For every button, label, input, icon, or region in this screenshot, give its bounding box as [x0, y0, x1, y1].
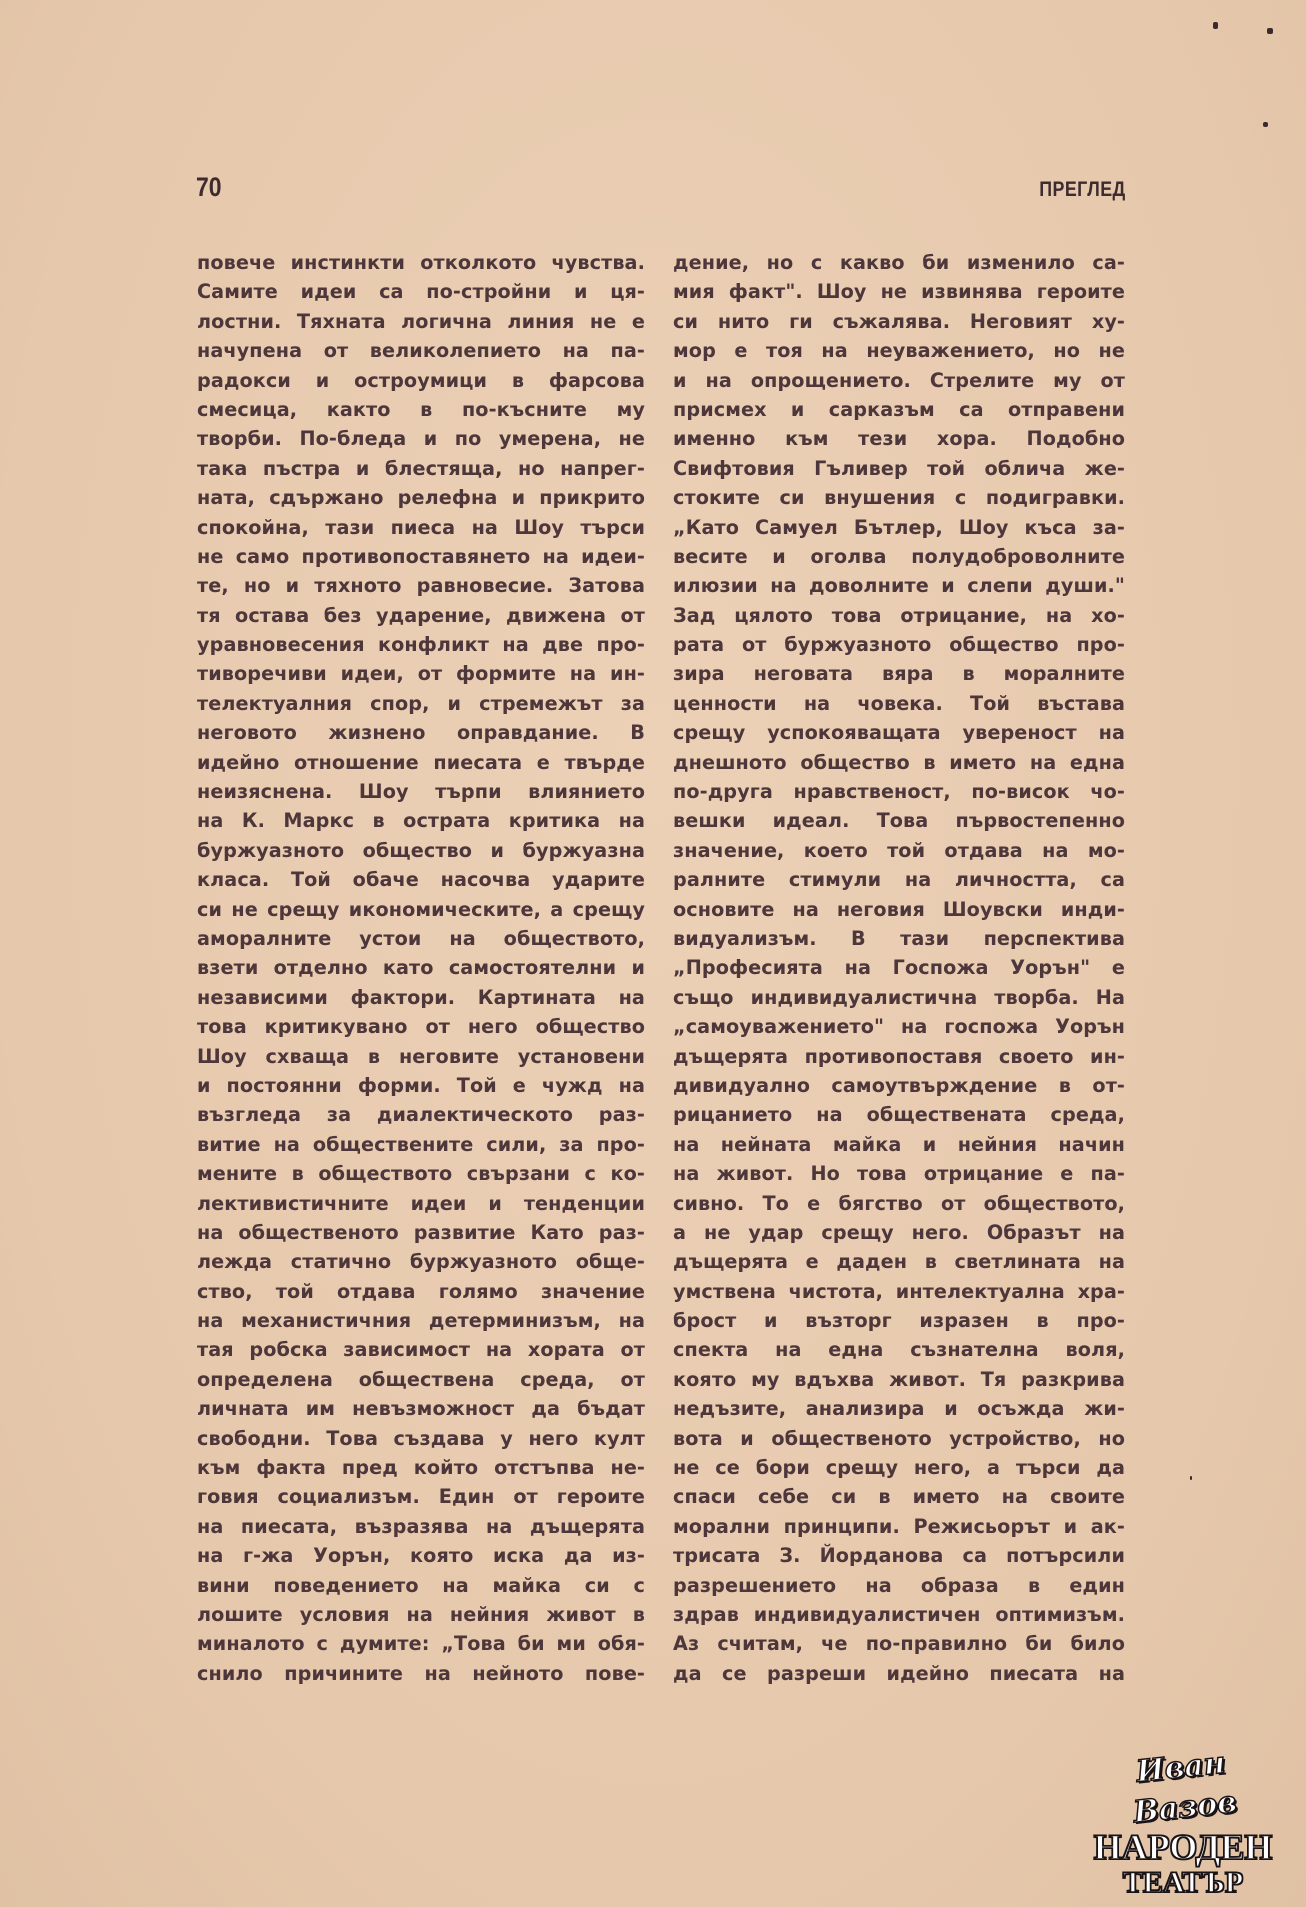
text-line: весите и оголва полудоброволните — [673, 544, 1125, 568]
text-line: към факта пред който отстъпва не- — [197, 1456, 645, 1480]
text-line: лежда статично буржуазното обще- — [197, 1250, 645, 1274]
text-line: стоките си внушения с подигравки. — [673, 486, 1125, 510]
text-line: лостни. Тяхната логична линия не е — [197, 309, 645, 333]
text-line: те, но и тяхното равновесие. Затова — [197, 574, 645, 598]
text-line: миналото с думите: „Това би ми обя- — [197, 1632, 645, 1656]
text-line: „Като Самуел Бътлер, Шоу къса за- — [673, 515, 1125, 539]
text-line: класа. Той обаче насочва ударите — [197, 868, 645, 892]
text-line: така пъстра и блестяща, но напрег- — [197, 456, 645, 480]
text-line: ценности на човека. Той въстава — [673, 691, 1125, 715]
text-line: тая робска зависимост на хората от — [197, 1338, 645, 1362]
logo-line-1: НАРОДЕН — [1093, 1827, 1273, 1867]
text-line: дивидуално самоутвърждение в от- — [673, 1073, 1125, 1097]
national-theatre-logo — [1088, 1745, 1278, 1899]
text-line: дъщерята противопоставя своето ин- — [673, 1044, 1125, 1068]
text-line: на пиесата, възразява на дъщерята — [197, 1514, 645, 1538]
text-line: Свифтовия Гъливер той облича же- — [673, 456, 1125, 480]
text-line: вини поведението на майка си с — [197, 1573, 645, 1597]
text-line: ство, той отдава голямо значение — [197, 1279, 645, 1303]
text-line: мор е тоя на неуважението, но не — [673, 339, 1125, 363]
text-line: Аз считам, че по-правилно би било — [673, 1632, 1125, 1656]
text-line: умствена чистота, интелектуална хра- — [673, 1279, 1125, 1303]
text-line: говия социализъм. Един от героите — [197, 1485, 645, 1509]
text-line: основите на неговия Шоувски инди- — [673, 897, 1125, 921]
running-title: ПРЕГЛЕД — [1039, 178, 1126, 201]
text-line: свободни. Това създава у него култ — [197, 1426, 645, 1450]
right-column — [673, 248, 1125, 1688]
text-line: радокси и остроумици в фарсова — [197, 368, 645, 392]
text-line: си нито ги съжалява. Неговият ху- — [673, 309, 1125, 333]
text-line: снило причините на нейното пове- — [197, 1661, 645, 1685]
text-line: мия факт". Шоу не извинява героите — [673, 280, 1125, 304]
text-line: и постоянни форми. Той е чужд на — [197, 1073, 645, 1097]
text-line: вота и общественото устройство, но — [673, 1426, 1125, 1450]
text-line: спокойна, тази пиеса на Шоу търси — [197, 515, 645, 539]
text-line: здрав индивидуалистичен оптимизъм. — [673, 1602, 1125, 1626]
text-line: и на опрощението. Стрелите му от — [673, 368, 1125, 392]
left-column — [197, 248, 645, 1688]
text-line: вешки идеал. Това първостепенно — [673, 809, 1125, 833]
text-line: лошите условия на нейния живот в — [197, 1602, 645, 1626]
text-line: взети отделно като самостоятелни и — [197, 956, 645, 980]
text-line: зира неговата вяра в моралните — [673, 662, 1125, 686]
text-line: по-друга нравственост, по-висок чо- — [673, 780, 1125, 804]
text-line: морални принципи. Режисьорът и ак- — [673, 1514, 1125, 1538]
text-line: на нейната майка и нейния начин — [673, 1132, 1125, 1156]
text-line: срещу успокояващата увереност на — [673, 721, 1125, 745]
text-line: илюзии на доволните и слепи души." — [673, 574, 1125, 598]
text-line: днешното общество в името на една — [673, 750, 1125, 774]
text-line: „самоуважението" на госпожа Уорън — [673, 1015, 1125, 1039]
text-line: на механистичния детерминизъм, на — [197, 1309, 645, 1333]
text-line: рицанието на обществената среда, — [673, 1103, 1125, 1127]
text-line: смесица, както в по-късните му — [197, 397, 645, 421]
text-line: недъзите, анализира и осъжда жи- — [673, 1397, 1125, 1421]
text-line: Самите идеи са по-стройни и ця- — [197, 280, 645, 304]
text-line: рата от буржуазното общество про- — [673, 633, 1125, 657]
paper-speck — [1213, 22, 1218, 29]
text-line: която му вдъхва живот. Тя разкрива — [673, 1367, 1125, 1391]
text-line: на К. Маркс в острата критика на — [197, 809, 645, 833]
paper-speck — [1190, 1476, 1192, 1480]
text-line: личната им невъзможност да бъдат — [197, 1397, 645, 1421]
text-line: аморалните устои на обществото, — [197, 926, 645, 950]
text-line: също индивидуалистична творба. На — [673, 985, 1125, 1009]
text-line: телектуалния спор, и стремежът за — [197, 691, 645, 715]
text-line: присмех и сарказъм са отправени — [673, 397, 1125, 421]
text-line: уравновесения конфликт на две про- — [197, 633, 645, 657]
text-line: тя остава без ударение, движена от — [197, 603, 645, 627]
logo-script-signature: Иван Вазов — [1131, 1745, 1239, 1831]
text-line: Шоу схваща в неговите установени — [197, 1044, 645, 1068]
text-line: творби. По-бледа и по умерена, не — [197, 427, 645, 451]
text-line: си не срещу икономическите, а срещу — [197, 897, 645, 921]
text-line: на г-жа Уорън, която иска да из- — [197, 1544, 645, 1568]
text-line: независими фактори. Картината на — [197, 985, 645, 1009]
text-line: а не удар срещу него. Образът на — [673, 1220, 1125, 1244]
paper-speck — [1267, 28, 1273, 34]
text-line: не се бори срещу него, а търси да — [673, 1456, 1125, 1480]
text-line: ралните стимули на личността, са — [673, 868, 1125, 892]
text-line: значение, което той отдава на мо- — [673, 838, 1125, 862]
text-line: това критикувано от него общество — [197, 1015, 645, 1039]
logo-line-2: ТЕАТЪР — [1122, 1866, 1244, 1899]
text-line: Зад цялото това отрицание, на хо- — [673, 603, 1125, 627]
text-line: на живот. Но това отрицание е па- — [673, 1162, 1125, 1186]
text-line: определена обществена среда, от — [197, 1367, 645, 1391]
text-line: дъщерята е даден в светлината на — [673, 1250, 1125, 1274]
text-line: именно към тези хора. Подобно — [673, 427, 1125, 451]
text-line: тиворечиви идеи, от формите на ин- — [197, 662, 645, 686]
text-line: на общественото развитие Като раз- — [197, 1220, 645, 1244]
text-line: витие на обществените сили, за про- — [197, 1132, 645, 1156]
text-line: начупена от великолепието на па- — [197, 339, 645, 363]
text-line: дение, но с какво би изменило са- — [673, 251, 1125, 274]
text-line: идейно отношение пиесата е твърде — [197, 750, 645, 774]
text-line: ната, сдържано релефна и прикрито — [197, 486, 645, 510]
page-number: 70 — [196, 172, 222, 202]
text-line: възгледа за диалектическото раз- — [197, 1103, 645, 1127]
text-line: трисата З. Йорданова са потърсили — [673, 1544, 1125, 1568]
text-line: не само противопоставянето на идеи- — [197, 544, 645, 568]
text-line: „Професията на Госпожа Уорън" е — [673, 956, 1125, 980]
text-line: лективистичните идеи и тенденции — [197, 1191, 645, 1215]
text-line: видуализъм. В тази перспектива — [673, 926, 1125, 950]
text-line: неизяснена. Шоу търпи влиянието — [197, 780, 645, 804]
text-line: да се разреши идейно пиесата на — [673, 1661, 1125, 1685]
text-line: брост и възторг изразен в про- — [673, 1309, 1125, 1333]
text-line: спаси себе си в името на своите — [673, 1485, 1125, 1509]
text-line: разрешението на образа в един — [673, 1573, 1125, 1597]
text-line: сивно. То е бягство от обществото, — [673, 1191, 1125, 1215]
text-line: мените в обществото свързани с ко- — [197, 1162, 645, 1186]
text-line: повече инстинкти отколкото чувства. — [197, 251, 645, 274]
paper-speck — [1263, 122, 1268, 127]
page-header — [196, 172, 1126, 212]
text-line: буржуазното общество и буржуазна — [197, 838, 645, 862]
text-line: неговото жизнено оправдание. В — [197, 721, 645, 745]
text-line: спекта на една съзнателна воля, — [673, 1338, 1125, 1362]
